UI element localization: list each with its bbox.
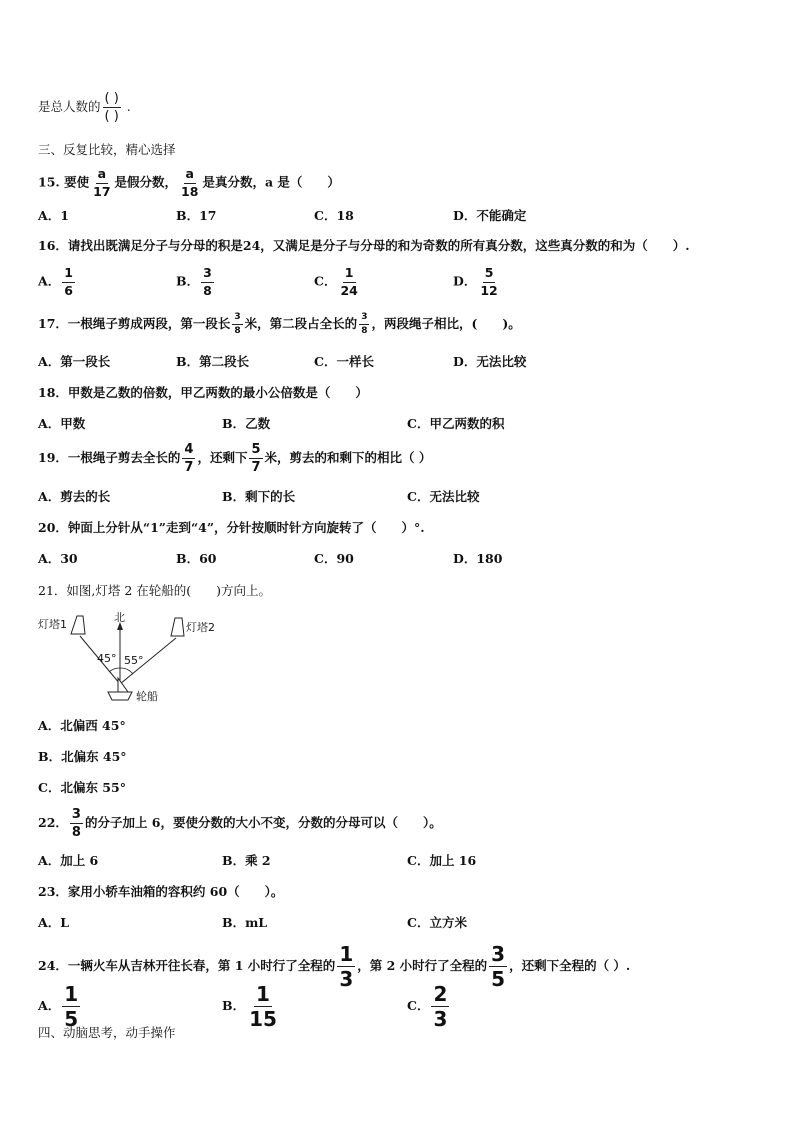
top-suffix: . bbox=[126, 99, 131, 114]
q21-option-c: C．北偏东 55° bbox=[38, 780, 126, 795]
q17-option-c: C．一样长 bbox=[314, 354, 374, 369]
question-19: 19．一根绳子剪去全长的 $\frac{4}{7}$ ，还剩下 $\frac{5}{7}$ 米，剪去的和剩下的相比（ ） bbox=[38, 442, 432, 475]
ship-sail-icon bbox=[118, 678, 128, 692]
lighthouse-2-icon bbox=[171, 618, 184, 636]
q20-option-a: A．30 bbox=[38, 551, 78, 566]
fraction: $\frac{5}{7}$ bbox=[251, 442, 261, 475]
q24-option-b: B． $\frac{1}{15}$ bbox=[222, 982, 277, 1031]
q18-option-c: C．甲乙两数的积 bbox=[407, 416, 505, 431]
q22-option-b: B．乘 2 bbox=[222, 853, 271, 868]
fraction: $\frac{1}{6}$ bbox=[64, 265, 73, 298]
question-23: 23．家用小轿车油箱的容积约 60（ ）。 bbox=[38, 884, 284, 899]
q24-option-c: C． $\frac{2}{3}$ bbox=[407, 982, 448, 1031]
angle-arc-right bbox=[120, 668, 133, 674]
top-line bbox=[38, 92, 131, 123]
top-text: 是总人数的 bbox=[38, 99, 101, 114]
question-24: 24．一辆火车从吉林开往长春，第 1 小时行了全程的 $\frac{1}{3}$ ，第 2 小时行了全程的 $\frac{3}{5}$ ，还剩下全程的（ ）. bbox=[38, 942, 631, 991]
q17-option-b: B．第二段长 bbox=[176, 354, 250, 369]
tower2-label: 灯塔2 bbox=[186, 621, 215, 634]
q16-option-a: A． $\frac{1}{6}$ bbox=[38, 265, 73, 298]
fraction: $\frac{1}{5}$ bbox=[64, 982, 79, 1031]
question-15: 15. 要使 $\frac{a}{17}$ 是假分数， $\frac{a}{18}$ 是真分数，a 是（ ） bbox=[38, 166, 340, 199]
fraction: $\frac{3}{8}$ bbox=[71, 807, 81, 840]
ship-hull-icon bbox=[108, 692, 132, 700]
angle-label-45: 45° bbox=[97, 652, 117, 665]
tower1-label: 灯塔1 bbox=[38, 618, 67, 631]
q19-option-c: C．无法比较 bbox=[407, 489, 480, 504]
question-16: 16．请找出既满足分子与分母的积是24，又满足是分子与分母的和为奇数的所有真分数，这些真分数的和为（ ）. bbox=[38, 238, 690, 253]
fraction: $\frac{1}{24}$ bbox=[340, 265, 358, 298]
q22-option-c: C．加上 16 bbox=[407, 853, 477, 868]
fraction: $\frac{3}{8}$ bbox=[234, 312, 241, 336]
angle-arc-left bbox=[109, 668, 120, 672]
q16-option-d: D． $\frac{5}{12}$ bbox=[453, 265, 498, 298]
fraction: $\frac{4}{7}$ bbox=[184, 442, 194, 475]
q15-option-b: B．17 bbox=[176, 208, 217, 223]
angle-label-55: 55° bbox=[124, 654, 144, 667]
q15-option-a: A．1 bbox=[38, 208, 69, 223]
fraction: $\frac{a}{17}$ bbox=[93, 166, 111, 199]
q17-option-d: D．无法比较 bbox=[453, 354, 527, 369]
q18-option-a: A．甲数 bbox=[38, 416, 86, 431]
question-21: 21．如图,灯塔 2 在轮船的( )方向上。 bbox=[38, 583, 272, 598]
q21-option-a: A．北偏西 45° bbox=[38, 718, 126, 733]
q21-option-b: B．北偏东 45° bbox=[38, 749, 127, 764]
ship-label: 轮船 bbox=[136, 690, 158, 703]
q19-option-b: B．剩下的长 bbox=[222, 489, 296, 504]
fraction: $\frac{a}{18}$ bbox=[181, 166, 199, 199]
q20-option-c: C．90 bbox=[314, 551, 354, 566]
q18-option-b: B．乙数 bbox=[222, 416, 271, 431]
lighthouse-1-icon bbox=[71, 616, 85, 634]
fraction: $\frac{2}{3}$ bbox=[433, 982, 448, 1031]
q16-option-b: B． $\frac{3}{8}$ bbox=[176, 265, 212, 298]
section-4-heading: 四、动脑思考，动手操作 bbox=[38, 1025, 176, 1040]
q19-option-a: A．剪去的长 bbox=[38, 489, 111, 504]
lighthouse-diagram bbox=[36, 612, 226, 708]
q17-option-a: A．第一段长 bbox=[38, 354, 111, 369]
fraction: $\frac{3}{5}$ bbox=[491, 942, 506, 991]
fraction: $\frac{1}{15}$ bbox=[249, 982, 277, 1031]
q16-option-c: C． $\frac{1}{24}$ bbox=[314, 265, 358, 298]
question-18: 18．甲数是乙数的倍数，甲乙两数的最小公倍数是（ ） bbox=[38, 385, 368, 400]
section-3-heading: 三、反复比较，精心选择 bbox=[38, 142, 176, 157]
q15-option-c: C．18 bbox=[314, 208, 354, 223]
blank-fraction: $\frac{( )}{( )}$ bbox=[104, 91, 119, 124]
q20-option-d: D．180 bbox=[453, 551, 503, 566]
north-label: 北 bbox=[114, 612, 125, 624]
q22-option-a: A．加上 6 bbox=[38, 853, 99, 868]
q23-option-b: B．mL bbox=[222, 915, 268, 930]
question-22: 22． $\frac{3}{8}$ 的分子加上 6，要使分数的大小不变，分数的分母可以（ ）。 bbox=[38, 807, 442, 840]
q15-option-d: D．不能确定 bbox=[453, 208, 527, 223]
q23-option-c: C．立方米 bbox=[407, 915, 467, 930]
q23-option-a: A．L bbox=[38, 915, 69, 930]
question-20: 20．钟面上分针从“1”走到“4”，分针按顺时针方向旋转了（ ）°. bbox=[38, 520, 425, 535]
q24-option-a: A． $\frac{1}{5}$ bbox=[38, 982, 79, 1031]
fraction: $\frac{5}{12}$ bbox=[480, 265, 498, 298]
fraction: $\frac{3}{8}$ bbox=[203, 265, 212, 298]
q20-option-b: B．60 bbox=[176, 551, 217, 566]
question-17: 17．一根绳子剪成两段，第一段长 $\frac{3}{8}$ 米，第二段占全长的 $\frac{3}{8}$ ，两段绳子相比，( )。 bbox=[38, 312, 521, 336]
fraction: $\frac{1}{3}$ bbox=[339, 942, 354, 991]
fraction: $\frac{3}{8}$ bbox=[361, 312, 368, 336]
